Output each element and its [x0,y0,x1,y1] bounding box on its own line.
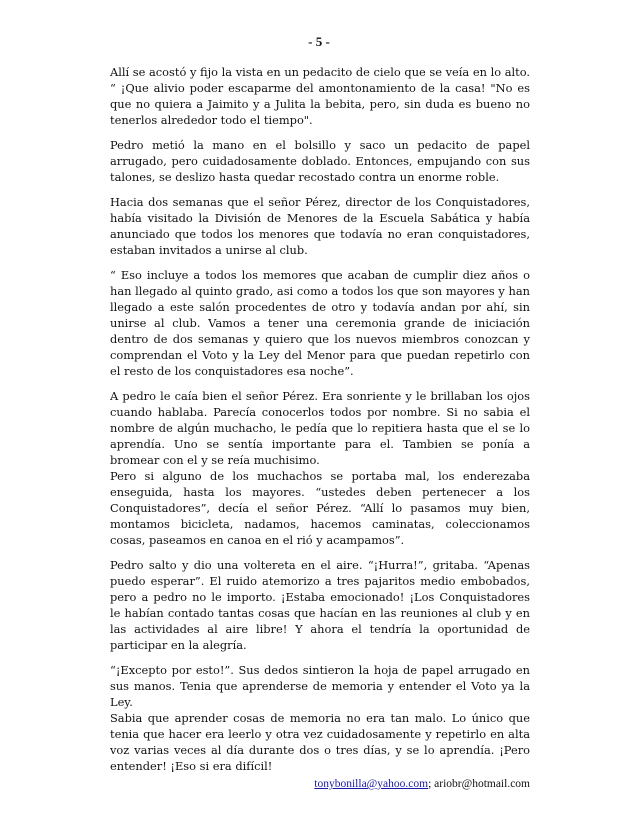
paragraph: Pero si alguno de los muchachos se portaba mal, los enderezaba enseguida, hasta los mayores. “ustedes deben pertenecer a los Conquistadores”, decía el señor Pérez. “Allí lo pasamos muy bien, montamos bicicleta, nadamos, hacemos caminatas, coleccionamos cosas, paseamos en canoa en el rió y acampamos”. [110,469,530,547]
page-number: - 5 - [308,34,330,49]
paragraph: Allí se acostó y fijo la vista en un pedacito de cielo que se veía en lo alto. “ ¡Que alivio poder escaparme del amontonamiento de la casa! "No es que no quiera a Jaimito y a Julita la bebita, pero, sin duda es bueno no tenerlos alrededor todo el tiempo". [110,65,530,127]
footer-separator: ; [428,778,432,790]
paragraph: “¡Excepto por esto!”. Sus dedos sintieron la hoja de papel arrugado en sus manos. Tenia que aprenderse de memoria y entender el Voto ya la Ley. [110,663,530,709]
paragraph: Sabia que aprender cosas de memoria no era tan malo. Lo único que tenia que hacer era leerlo y otra vez cuidadosamente y repetirlo en alta voz varias veces al día durante dos o tres días, y se lo aprendía. ¡Pero entender! ¡Eso si era difícil! [110,711,530,773]
email-link[interactable]: tonybonilla@yahoo.com [314,778,429,790]
footer-contact [314,778,530,790]
paragraph: Pedro metió la mano en el bolsillo y saco un pedacito de papel arrugado, pero cuidadosamente doblado. Entonces, empujando con sus talones, se deslizo hasta quedar recostado contra un enorme roble. [110,138,530,184]
email-secondary: ariobr@hotmail.com [431,778,530,790]
paragraph: Hacia dos semanas que el señor Pérez, director de los Conquistadores, había visitado la División de Menores de la Escuela Sabática y había anunciado que todos los menores que todavía no eran conquistadores, estaban invitados a unirse al club. [110,195,530,257]
paragraph: “ Eso incluye a todos los memores que acaban de cumplir diez años o han llegado al quinto grado, asi como a todos los que son mayores y han llegado a este salón procedentes de otro y todavía andan por ahí, sin unirse al club. Vamos a tener una ceremonia grande de iniciación dentro de dos semanas y quiero que los nuevos miembros conozcan y comprendan el Voto y la Ley del Menor para que puedan repetirlo con el resto de los conquistadores esa noche”. [110,268,530,378]
body-text [110,64,530,783]
paragraph: A pedro le caía bien el señor Pérez. Era sonriente y le brillaban los ojos cuando hablaba. Parecía conocerlos todos por nombre. Si no sabia el nombre de algún muchacho, le pedía que lo repitiera hasta que el se lo aprendía. Uno se sentía importante para el. Tambien se ponía a bromear con el y se reía muchisimo. [110,389,530,467]
paragraph: Pedro salto y dio una voltereta en el aire. “¡Hurra!”, gritaba. “Apenas puedo esperar”. El ruido atemorizo a tres pajaritos medio embobados, pero a pedro no le importo. ¡Estaba emocionado! ¡Los Conquistadores le habían contado tantas cosas que hacían en las reuniones al club y en las actividades al aire libre! Y ahora el tendría la oportunidad de participar en la alegría. [110,558,530,652]
